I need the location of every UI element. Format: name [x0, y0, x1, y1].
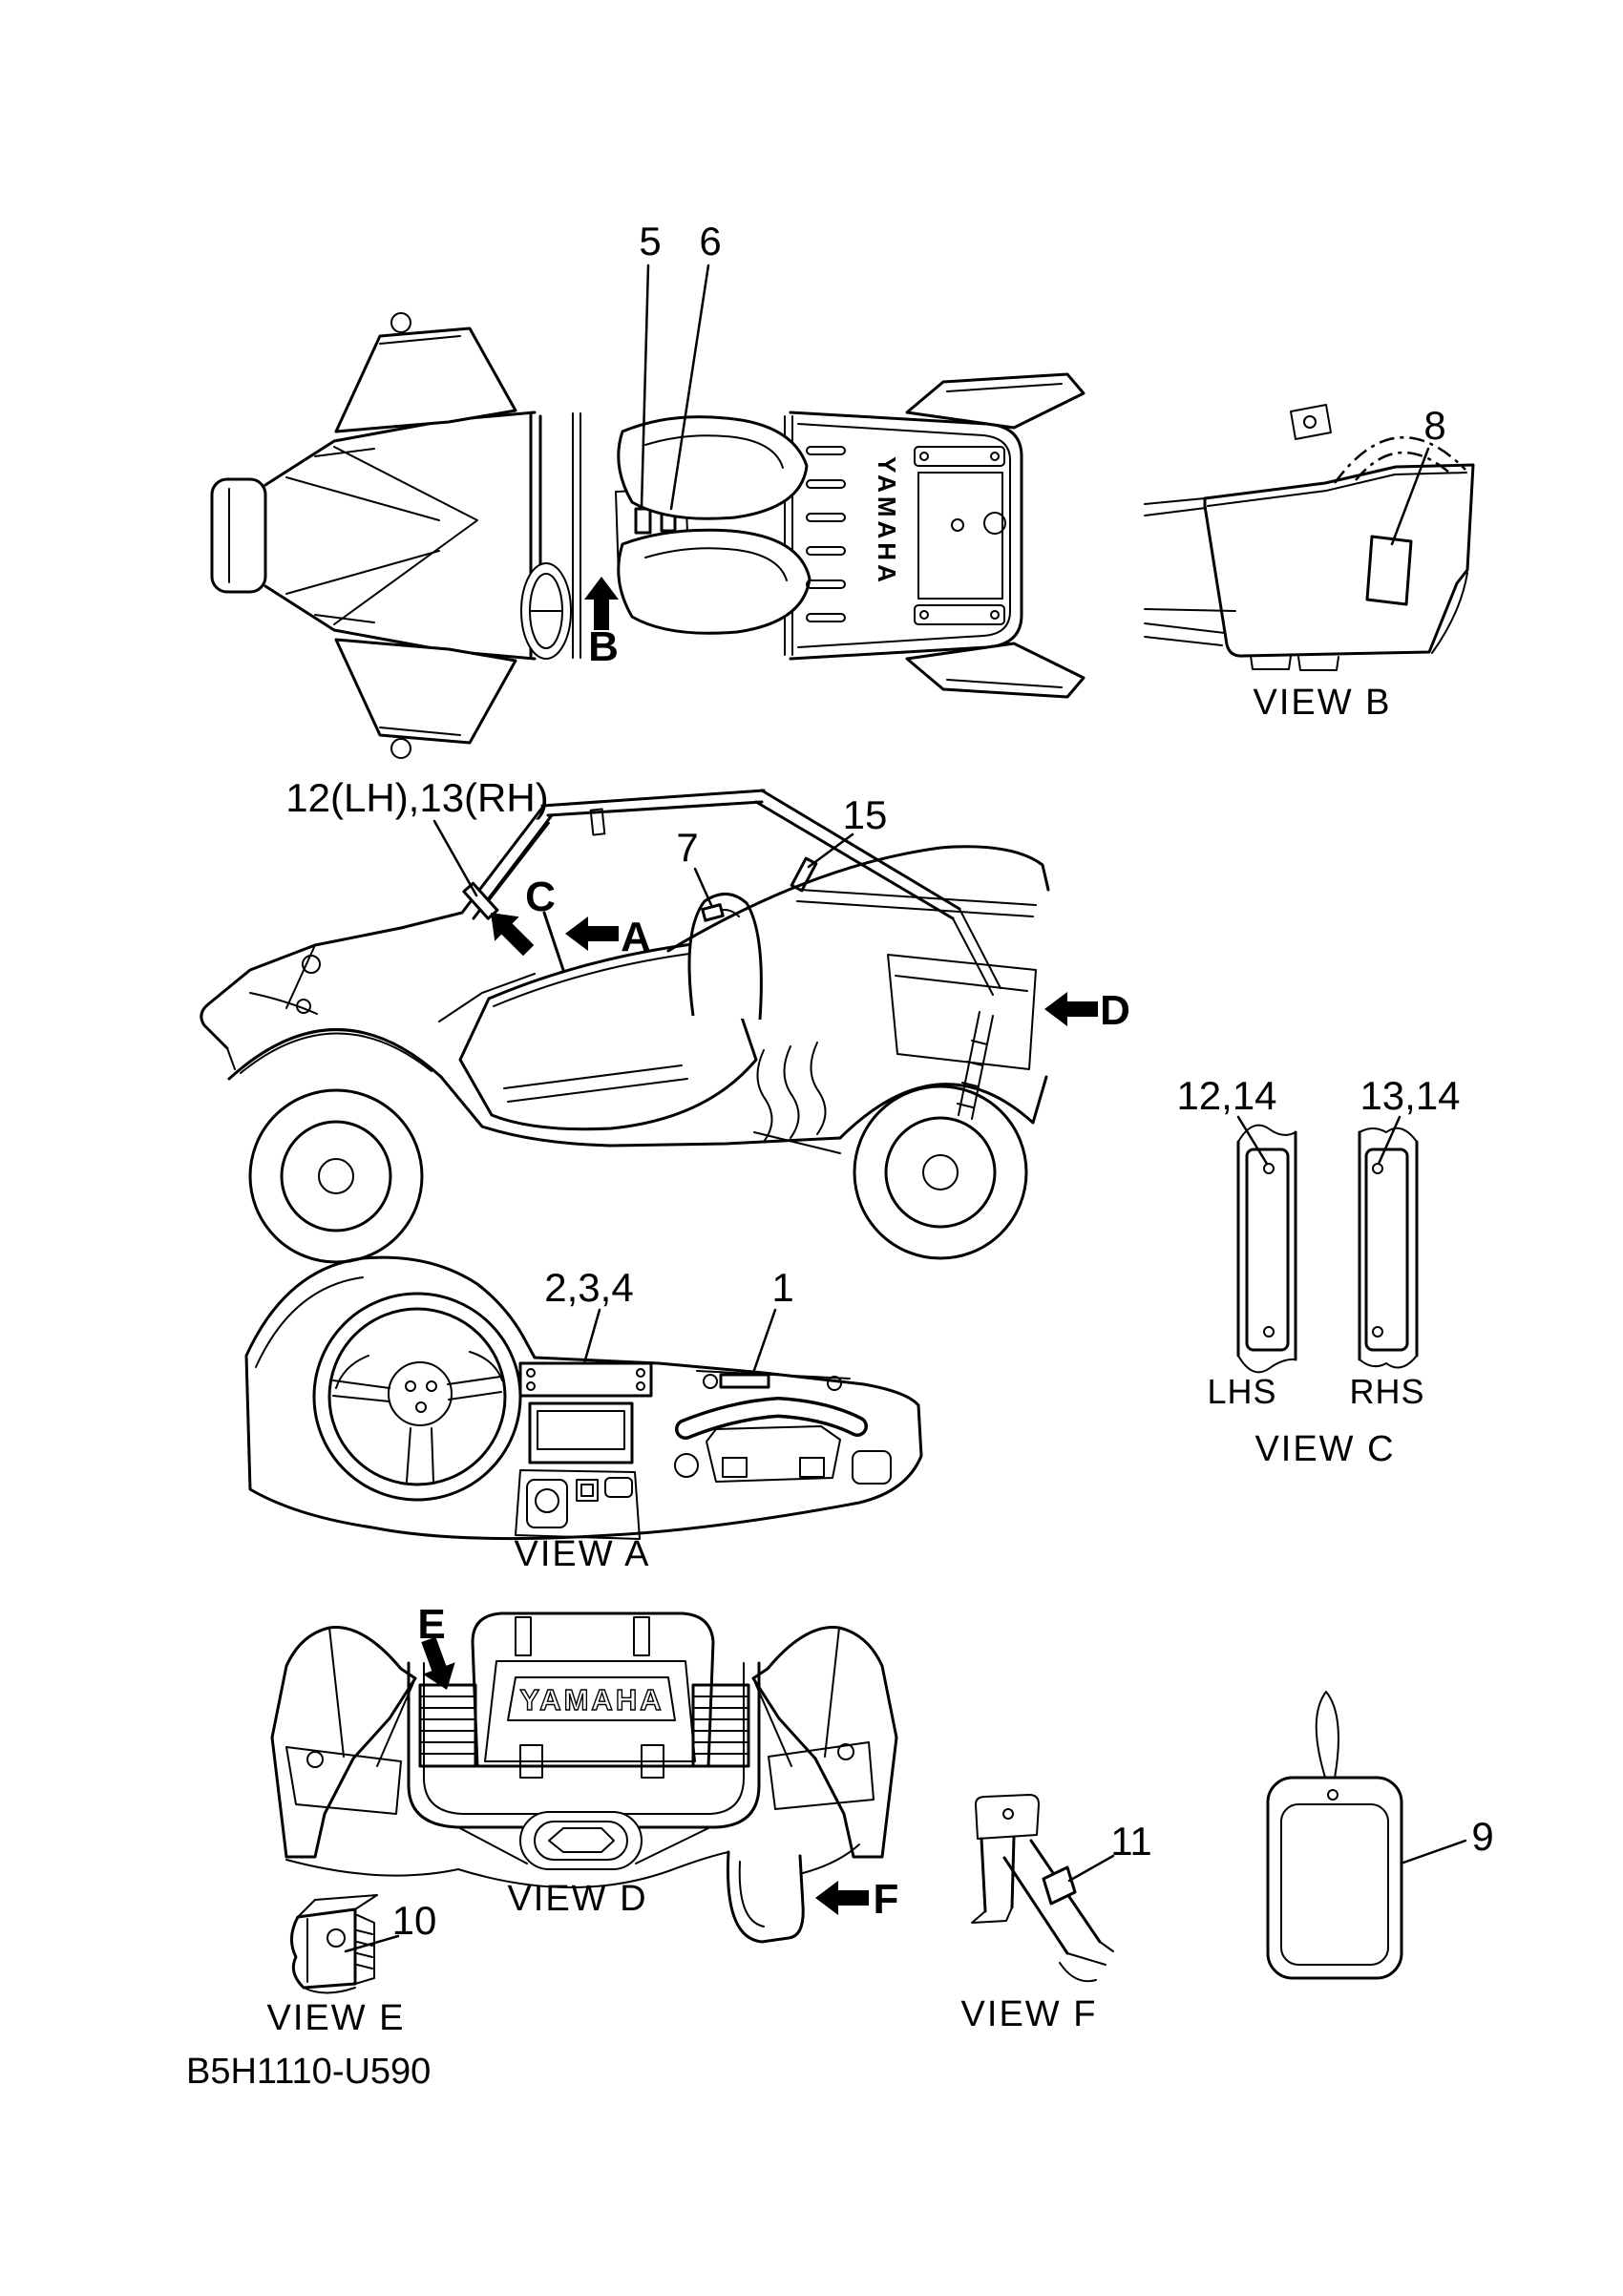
- nose-to-arch: [227, 1048, 235, 1069]
- glovebox-latches: [723, 1458, 824, 1477]
- console-switch-square-inner: [581, 1485, 593, 1496]
- bed-slats: [807, 447, 845, 621]
- view-d-drawing: [272, 1601, 898, 1942]
- rail-screw: [704, 1375, 717, 1388]
- steering-wheel: [314, 1294, 520, 1500]
- leader-10: [346, 1936, 398, 1951]
- front-fender-arch: [229, 1029, 441, 1079]
- console-switch-square: [577, 1480, 598, 1501]
- leader-11: [1069, 1856, 1113, 1881]
- label-13-14-location: [1366, 1149, 1407, 1350]
- bracket-body: [291, 1909, 355, 1988]
- hood-crease-v: [334, 447, 477, 624]
- label-8-location: [1367, 537, 1411, 604]
- label-1-location: [721, 1375, 769, 1387]
- bracket-hole: [327, 1929, 345, 1947]
- view-e-drawing: [266, 1895, 436, 2038]
- mirror-knob-left: [391, 313, 411, 332]
- panel-corner-curve: [1432, 573, 1467, 653]
- frame-arm-end: [1060, 1942, 1113, 1981]
- cage-front-hoop: [573, 413, 580, 658]
- callout-9: 9: [1471, 1814, 1494, 1859]
- rhs-label: RHS: [1349, 1372, 1425, 1411]
- dash-side-panel: [853, 1451, 891, 1484]
- lhs-label: LHS: [1207, 1372, 1277, 1411]
- passenger-seat: [619, 417, 807, 519]
- callout-7: 7: [676, 825, 699, 870]
- label-2-3-4-location: [520, 1363, 651, 1396]
- callout-12lh-13rh: 12(LH),13(RH): [285, 775, 549, 820]
- hood-crease-lines: [286, 477, 439, 594]
- headlight-line: [250, 993, 317, 1014]
- door-panel-top-line: [1208, 473, 1466, 506]
- view-e-arrow-letter: E: [417, 1601, 446, 1648]
- hood-profile: [201, 913, 462, 1048]
- shift-lever: [544, 913, 563, 970]
- side-view-drawing: [201, 775, 1130, 1262]
- driver-seat: [619, 530, 810, 633]
- brand-logo-rear: YAMAHA: [519, 1683, 664, 1717]
- view-b-arrow-letter: B: [588, 623, 619, 670]
- label-12-14-location: [1247, 1149, 1288, 1350]
- front-wheel: [250, 1090, 422, 1262]
- rivet-hole: [1264, 1164, 1274, 1173]
- callout-8: 8: [1423, 403, 1446, 448]
- bed-panel-line: [896, 976, 1027, 991]
- headlight-slits: [315, 449, 374, 622]
- view-b-caption: VIEW B: [1253, 683, 1392, 723]
- panel-clip: [1291, 405, 1331, 439]
- leader-9: [1403, 1841, 1465, 1863]
- front-bumper: [212, 479, 265, 592]
- view-b-arrow-icon: [584, 577, 619, 630]
- leader-12-13: [434, 821, 476, 895]
- callout-15: 15: [842, 792, 888, 837]
- callout-10: 10: [391, 1898, 437, 1943]
- front-fender-right: [336, 640, 516, 743]
- display-screen-inner: [537, 1411, 624, 1449]
- view-d-caption: VIEW D: [507, 1879, 648, 1919]
- view-f-arrow-letter: F: [873, 1876, 899, 1923]
- brand-logo-bed: YAMAHA: [873, 456, 901, 586]
- tag-string-loop: [1317, 1692, 1338, 1783]
- frame-drop-inner: [740, 1862, 764, 1927]
- console-vent: [605, 1478, 632, 1497]
- leader-8: [1392, 449, 1428, 544]
- figure-part-code: B5H1110-U590: [186, 2052, 432, 2092]
- view-a-caption: VIEW A: [514, 1534, 651, 1574]
- front-fender-arch-inner: [241, 1033, 432, 1073]
- frame-top-plate: [976, 1795, 1039, 1839]
- front-fender-left: [336, 328, 516, 432]
- view-f-caption: VIEW F: [960, 1994, 1098, 2034]
- view-c-arrow-letter: C: [525, 874, 556, 920]
- display-screen: [530, 1403, 632, 1463]
- door-panel-outline: [1205, 465, 1473, 656]
- frame-left-foot: [972, 1907, 1012, 1923]
- callout-1: 1: [771, 1265, 794, 1310]
- console-knob: [536, 1489, 559, 1512]
- leader-2-3-4: [584, 1310, 600, 1363]
- view-c-drawing: [1176, 1073, 1460, 1469]
- leader-1: [753, 1310, 775, 1373]
- rear-wheel: [854, 1086, 1026, 1258]
- view-f-drawing: [961, 1795, 1152, 2034]
- callout-5: 5: [639, 219, 662, 263]
- callout-11: 11: [1110, 1819, 1152, 1864]
- top-view-drawing: [212, 219, 1084, 758]
- right-tail-fin: [753, 1628, 896, 1857]
- leader-7: [695, 869, 711, 905]
- bed-side-panel: [888, 955, 1036, 1069]
- rivet-hole: [1264, 1327, 1274, 1337]
- exhaust-pipes: [757, 1043, 825, 1142]
- rear-cage-leg: [953, 909, 1001, 995]
- left-tail-fin: [272, 1628, 415, 1857]
- view-d-arrow-letter: D: [1100, 987, 1130, 1034]
- callout-6: 6: [699, 219, 722, 263]
- hang-tag-drawing: [1268, 1692, 1494, 1978]
- callout-12-14: 12,14: [1176, 1073, 1277, 1118]
- seat-back: [689, 894, 761, 1020]
- callout-13-14: 13,14: [1360, 1073, 1461, 1118]
- hood-pin: [303, 956, 320, 973]
- callout-2-3-4: 2,3,4: [544, 1265, 634, 1310]
- left-grille: [420, 1685, 475, 1766]
- view-d-arrow-icon: [1044, 992, 1098, 1026]
- view-b-drawing: [1145, 403, 1473, 723]
- sill-lines-upper: [1145, 498, 1206, 516]
- dash-vent-round: [675, 1454, 698, 1477]
- view-a-drawing: [246, 1257, 921, 1574]
- glovebox-recess: [706, 1426, 840, 1482]
- panel-feet: [1251, 656, 1338, 670]
- rivet-hole: [1373, 1327, 1382, 1337]
- leader-15: [809, 834, 853, 867]
- view-e-caption: VIEW E: [266, 1998, 406, 2038]
- label-5-location: [636, 509, 650, 533]
- roof-tubes: [542, 790, 764, 815]
- view-a-arrow-letter: A: [621, 914, 651, 960]
- tailgate: [915, 447, 1005, 624]
- rhs-pillar-strip: [1360, 1128, 1417, 1368]
- view-f-arrow-icon: [815, 1881, 869, 1915]
- rivet-hole: [1373, 1164, 1382, 1173]
- frame-left-leg: [981, 1837, 1014, 1911]
- bed-rails: [797, 890, 1036, 916]
- console-pocket: [527, 1480, 567, 1527]
- bracket-top-flap: [298, 1895, 377, 1917]
- view-c-caption: VIEW C: [1254, 1429, 1396, 1469]
- mirror-knob-right: [391, 739, 411, 758]
- view-a-arrow-icon: [565, 916, 619, 951]
